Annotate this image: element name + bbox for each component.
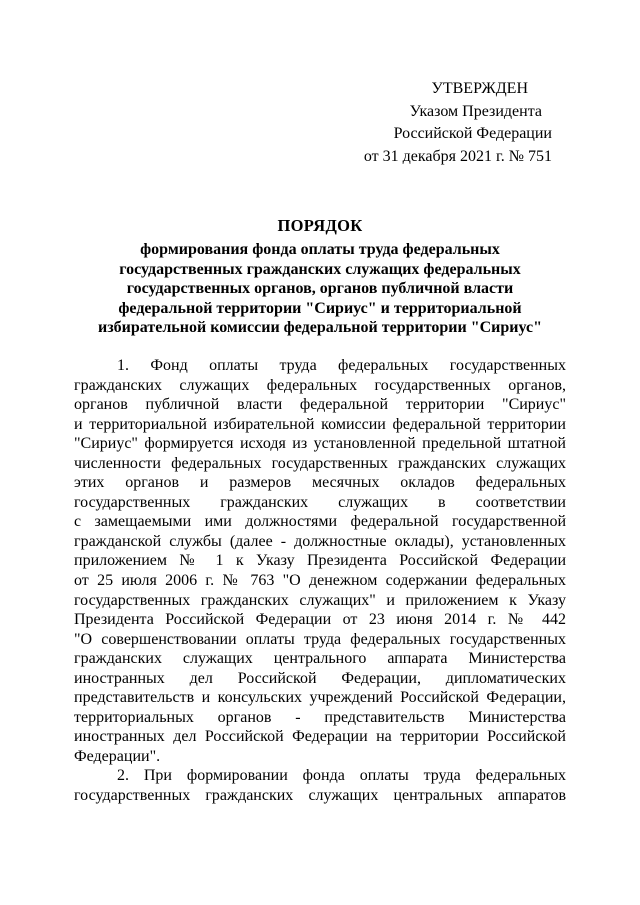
body-line: Президента Российской Федерации от 23 июня 2014 г. № 442: [74, 611, 566, 629]
body-line: численности федеральных государственных гражданских служащих: [74, 454, 566, 472]
body-line: "Сириус" формируется исходя из установленной предельной штатной: [74, 435, 566, 453]
body-line: гражданской службы (далее - должностные оклады), установленных: [74, 532, 566, 550]
body-line: 2. При формировании фонда оплаты труда федеральных: [117, 767, 566, 785]
approval-issuer-line: Российской Федерации: [393, 125, 552, 142]
body-line: приложением № 1 к Указу Президента Российской Федерации: [74, 552, 566, 570]
approval-issuer-line: Указом Президента: [409, 102, 542, 120]
body-line: гражданских служащих федеральных государственных органов,: [74, 376, 566, 394]
body-line: от 25 июля 2006 г. № 763 "О денежном содержании федеральных: [74, 572, 566, 590]
body-line: 1. Фонд оплаты труда федеральных государственных: [117, 357, 566, 374]
body-line: иностранных дел Российской Федерации на территории Российской: [74, 728, 566, 746]
document-subtitle: [0, 240, 640, 338]
paragraph-1: [74, 356, 566, 766]
subtitle-line: формирования фонда оплаты труда федеральных: [140, 241, 500, 258]
subtitle-line: избирательной комиссии федеральной территории "Сириус": [98, 319, 542, 337]
approval-stamp: УТВЕРЖДЕН: [431, 80, 528, 97]
body-line: государственных гражданских служащих в соответствии: [74, 493, 566, 511]
body-line: органов публичной власти федеральной территории "Сириус": [74, 396, 566, 414]
subtitle-line: федеральной территории "Сириус" и территориальной: [118, 299, 522, 317]
body-line: "О совершенствовании оплаты труда федеральных государственных: [74, 630, 566, 648]
body-line: с замещаемыми ими должностями федеральной государственной: [74, 513, 566, 531]
approval-date-line: от 31 декабря 2021 г. № 751: [363, 147, 552, 165]
body-line: государственных гражданских служащих центральных аппаратов: [74, 787, 566, 805]
body-line: государственных гражданских служащих" и приложением к Указу: [74, 591, 566, 609]
body-line: этих органов и размеров месячных окладов федеральных: [74, 474, 566, 492]
body-line: иностранных дел Российской Федерации, дипломатических: [74, 669, 566, 687]
approval-block: [0, 78, 552, 168]
body-line: гражданских служащих центрального аппарата Министерства: [74, 650, 566, 668]
document-body: [74, 356, 566, 806]
subtitle-line: государственных гражданских служащих федеральных: [119, 260, 521, 278]
paragraph-2: [74, 766, 566, 805]
body-line: представительств и консульских учреждений Российской Федерации,: [74, 689, 566, 707]
body-line: Федерации".: [74, 747, 161, 765]
subtitle-line: государственных органов, органов публичной власти: [126, 280, 514, 298]
document-title: ПОРЯДОК: [277, 216, 363, 235]
body-line: территориальных органов - представительств Министерства: [74, 708, 566, 726]
body-line: и территориальной избирательной комиссии федеральной территории: [74, 415, 566, 433]
